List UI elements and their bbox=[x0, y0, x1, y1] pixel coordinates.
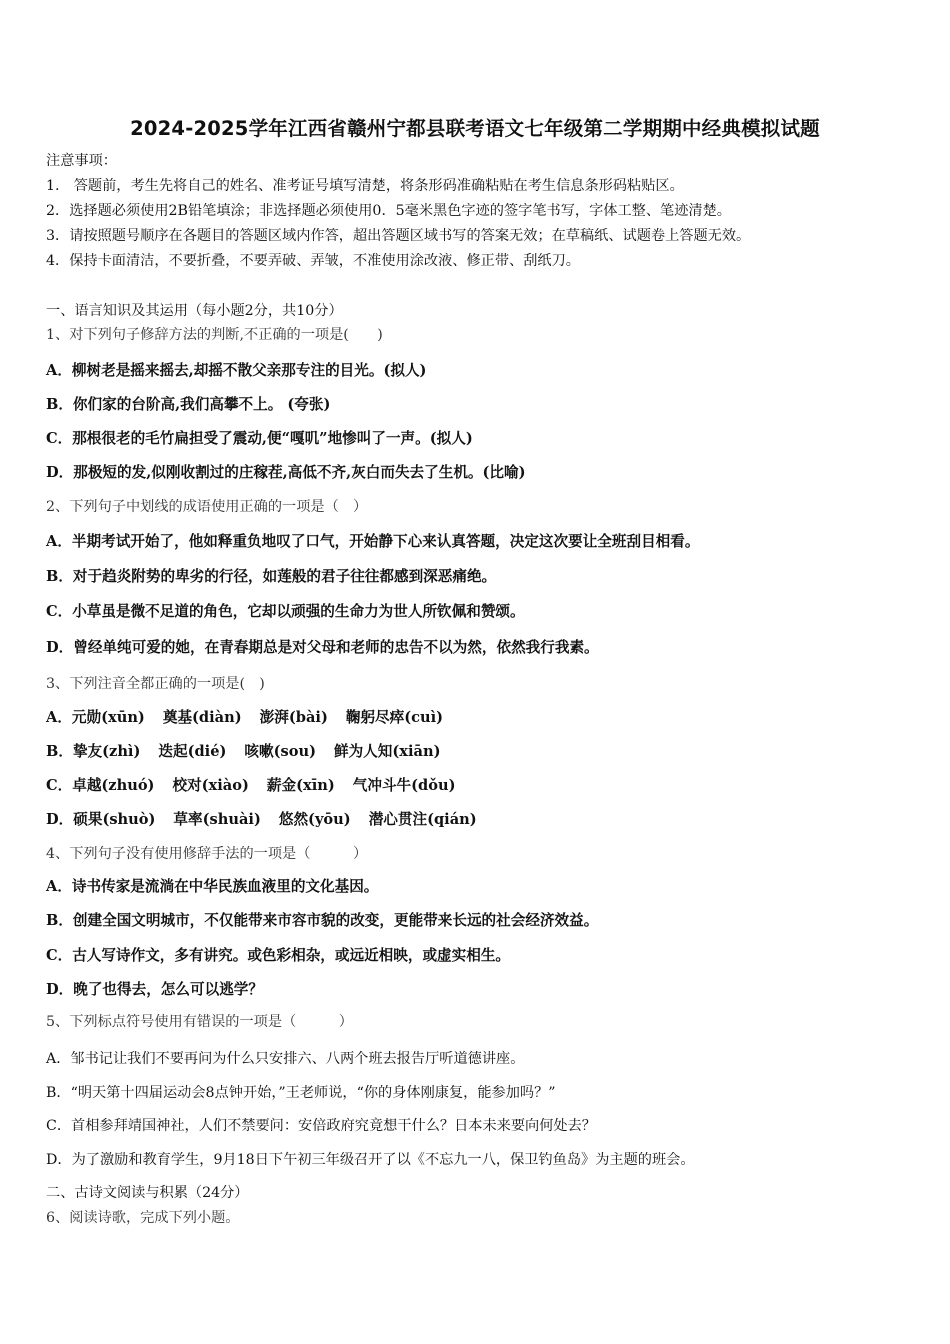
pinyin-item: 元勋(xūn) bbox=[71, 709, 145, 726]
pinyin-item: 挚友(zhì) bbox=[72, 743, 141, 760]
option-letter: D． bbox=[46, 811, 74, 828]
question-5-option-a: A．邹书记让我们不要再问为什么只安排六、八两个班去报告厅听道德讲座。 bbox=[46, 1051, 525, 1067]
question-1-option-c: C．那根很老的毛竹扁担受了震动,便“嘎叽”地惨叫了一声。(拟人) bbox=[46, 430, 473, 447]
question-1-stem: 1、对下列句子修辞方法的判断,不正确的一项是( ) bbox=[46, 327, 383, 343]
question-3-stem: 3、下列注音全都正确的一项是( ) bbox=[46, 676, 265, 692]
question-2-option-d: D．曾经单纯可爱的她，在青春期总是对父母和老师的忠告不以为然，依然我行我素。 bbox=[46, 639, 599, 656]
pinyin-item: 薪金(xīn) bbox=[266, 777, 335, 794]
question-4-option-d: D．晚了也得去，怎么可以逃学？ bbox=[46, 981, 263, 998]
question-4-stem: 4、下列句子没有使用修辞手法的一项是（ ） bbox=[46, 846, 368, 862]
pinyin-item: 校对(xiào) bbox=[172, 777, 249, 794]
notice-item-2: 2．选择题必须使用2B铅笔填涂；非选择题必须使用0．5毫米黑色字迹的签字笔书写，字体工整、笔迹清楚。 bbox=[46, 203, 731, 219]
question-1-option-a: A．柳树老是摇来摇去,却摇不散父亲那专注的目光。(拟人) bbox=[46, 362, 427, 379]
pinyin-item: 迭起(dié) bbox=[158, 743, 227, 760]
pinyin-item: 咳嗽(sou) bbox=[244, 743, 316, 760]
question-4-option-a: A．诗书传家是流淌在中华民族血液里的文化基因。 bbox=[46, 878, 379, 895]
question-3-option-c bbox=[46, 777, 474, 795]
page-title: 2024-2025学年江西省赣州宁都县联考语文七年级第二学期期中经典模拟试题 bbox=[130, 117, 820, 140]
question-6-stem: 6、阅读诗歌，完成下列小题。 bbox=[46, 1210, 240, 1226]
pinyin-item: 硕果(shuò) bbox=[73, 811, 156, 828]
section-1-heading: 一、语言知识及其运用（每小题2分，共10分） bbox=[46, 303, 343, 319]
question-5-option-d: D．为了激励和教育学生，9月18日下午初三年级召开了以《不忘九一八，保卫钓鱼岛》为主题的班会。 bbox=[46, 1152, 695, 1168]
question-2-option-c: C．小草虽是微不足道的角色，它却以顽强的生命力为世人所钦佩和赞颂。 bbox=[46, 603, 525, 620]
question-4-option-b: B．创建全国文明城市，不仅能带来市容市貌的改变，更能带来长远的社会经济效益。 bbox=[46, 912, 599, 929]
question-4-option-c: C．古人写诗作文，多有讲究。或色彩相杂，或远近相映，或虚实相生。 bbox=[46, 947, 511, 964]
notice-item-1: 1. 答题前，考生先将自己的姓名、准考证号填写清楚，将条形码准确粘贴在考生信息条形码粘贴区。 bbox=[46, 178, 684, 194]
pinyin-item: 澎湃(bài) bbox=[259, 709, 328, 726]
question-1-option-d: D．那极短的发,似刚收割过的庄稼茬,高低不齐,灰白而失去了生机。(比喻) bbox=[46, 464, 526, 481]
question-5-option-c: C．首相参拜靖国神社，人们不禁要问：安倍政府究竟想干什么？日本未来要向何处去？ bbox=[46, 1118, 596, 1134]
question-3-option-a bbox=[46, 709, 461, 727]
pinyin-item: 鲜为人知(xiān) bbox=[333, 743, 441, 760]
question-2-option-b: B．对于趋炎附势的卑劣的行径，如莲般的君子往往都感到深恶痛绝。 bbox=[46, 568, 497, 585]
question-2-stem: 2、下列句子中划线的成语使用正确的一项是（ ） bbox=[46, 499, 368, 515]
pinyin-item: 鞠躬尽瘁(cuì) bbox=[345, 709, 444, 726]
pinyin-item: 卓越(zhuó) bbox=[72, 777, 155, 794]
pinyin-item: 奠基(diàn) bbox=[162, 709, 242, 726]
notice-heading: 注意事项： bbox=[46, 153, 117, 169]
option-letter: A． bbox=[46, 709, 72, 726]
question-3-option-b bbox=[46, 743, 458, 761]
section-2-heading: 二、古诗文阅读与积累（24分） bbox=[46, 1185, 249, 1201]
pinyin-item: 气冲斗牛(dǒu) bbox=[352, 777, 456, 794]
option-letter: B． bbox=[46, 743, 73, 760]
pinyin-item: 潜心贯注(qián) bbox=[368, 811, 477, 828]
question-3-option-d bbox=[46, 811, 495, 829]
notice-item-3: 3．请按照题号顺序在各题目的答题区域内作答，超出答题区域书写的答案无效；在草稿纸、试题卷上答题无效。 bbox=[46, 228, 751, 244]
pinyin-item: 草率(shuài) bbox=[173, 811, 261, 828]
question-5-option-b: B．“明天第十四届运动会8点钟开始，”王老师说，“你的身体刚康复，能参加吗？” bbox=[46, 1085, 556, 1101]
option-letter: C． bbox=[46, 777, 73, 794]
question-2-option-a: A．半期考试开始了，他如释重负地叹了口气，开始静下心来认真答题，决定这次要让全班刮目相看。 bbox=[46, 533, 700, 550]
pinyin-item: 悠然(yōu) bbox=[278, 811, 351, 828]
notice-item-4: 4．保持卡面清洁，不要折叠，不要弄破、弄皱，不准使用涂改液、修正带、刮纸刀。 bbox=[46, 253, 580, 269]
question-5-stem: 5、下列标点符号使用有错误的一项是（ ） bbox=[46, 1014, 353, 1030]
question-1-option-b: B．你们家的台阶高,我们高攀不上。 (夸张) bbox=[46, 396, 331, 413]
